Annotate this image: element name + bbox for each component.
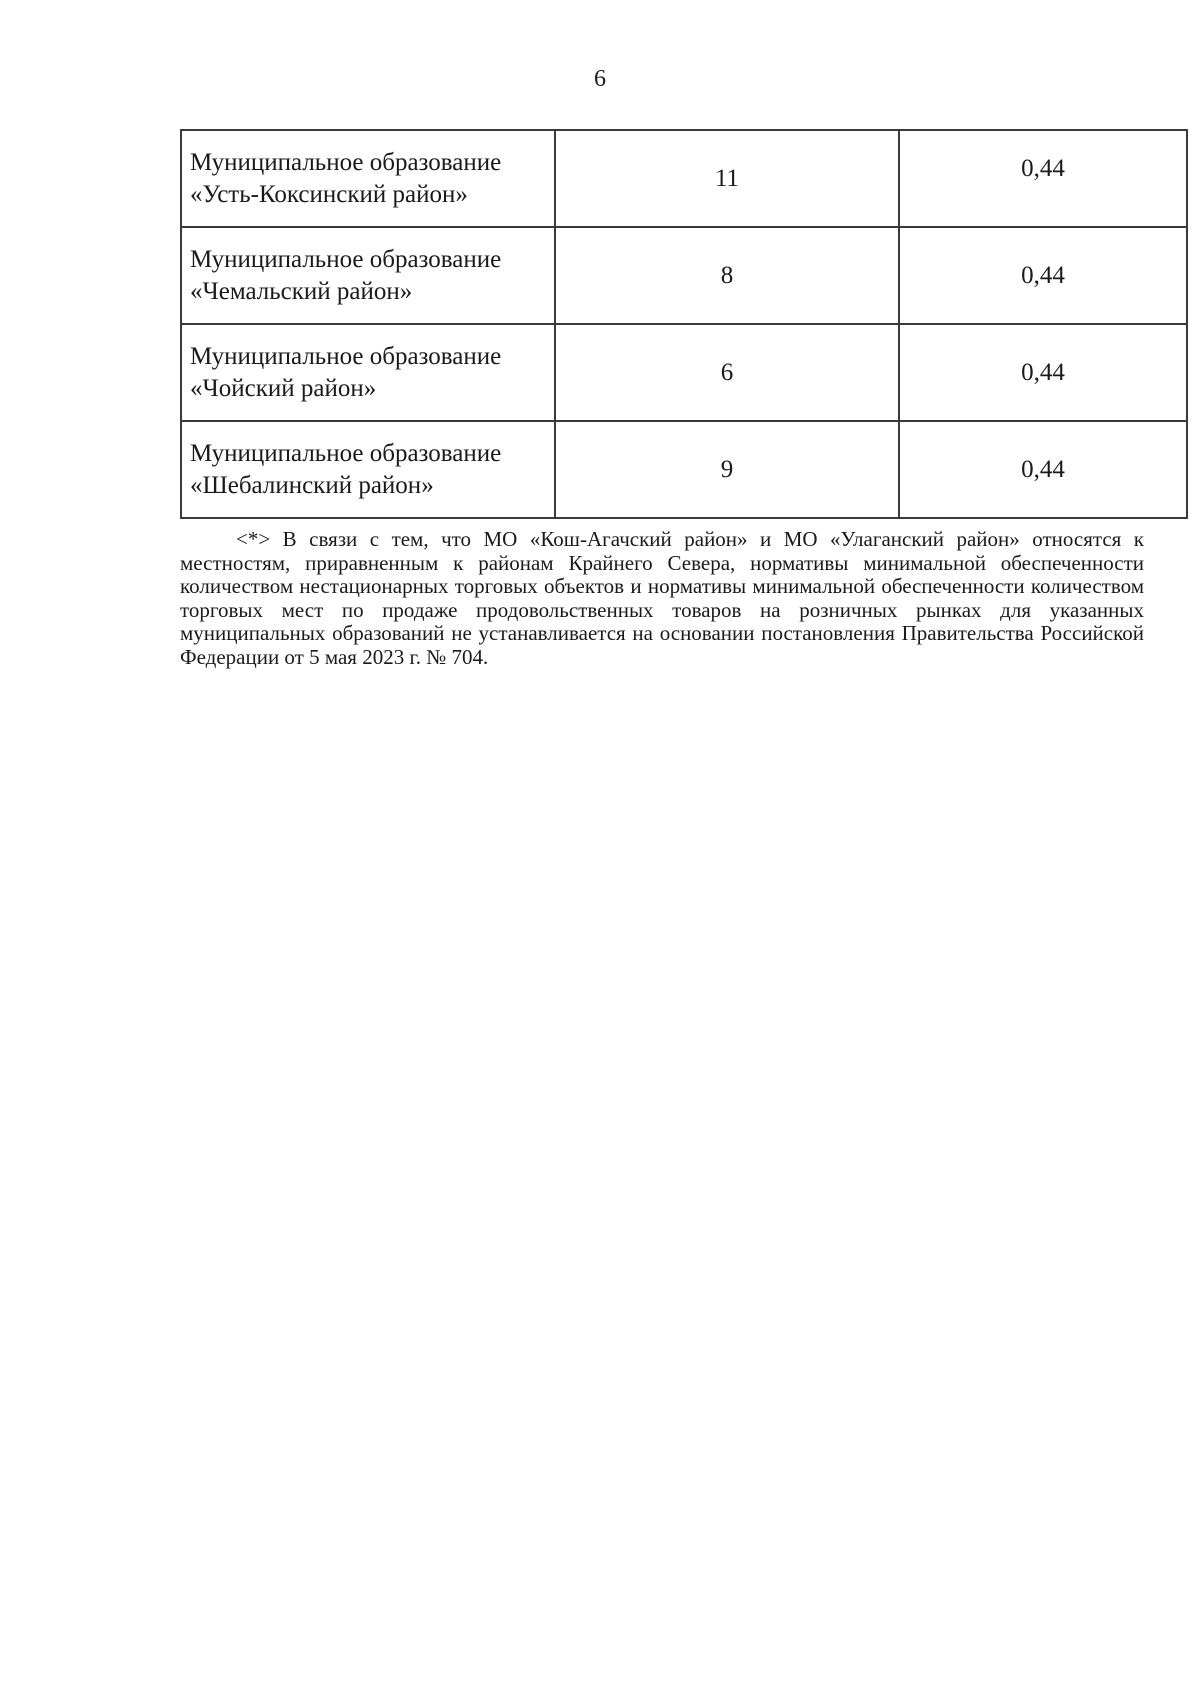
municipality-name: Муниципальное образование «Чойский район» xyxy=(190,342,502,402)
norm-cell xyxy=(899,421,1187,518)
count-value: 6 xyxy=(720,358,734,386)
count-cell xyxy=(555,421,899,518)
norm-cell xyxy=(899,324,1187,421)
norm-value: 0,44 xyxy=(1021,455,1065,483)
norm-value: 0,44 xyxy=(1021,261,1065,289)
municipality-name-cell xyxy=(181,130,555,227)
norm-value: 0,44 xyxy=(1021,358,1065,386)
norm-cell xyxy=(899,130,1187,227)
count-value: 11 xyxy=(714,164,740,192)
table-row xyxy=(181,324,1187,421)
table-row xyxy=(181,421,1187,518)
norm-value: 0,44 xyxy=(1021,154,1065,182)
page-number: 6 xyxy=(594,66,606,92)
count-cell xyxy=(555,227,899,324)
count-cell xyxy=(555,324,899,421)
table-row xyxy=(181,227,1187,324)
norm-cell xyxy=(899,227,1187,324)
municipality-name: Муниципальное образование «Шебалинский район» xyxy=(190,439,502,499)
municipality-name-cell xyxy=(181,324,555,421)
footnote: <*> В связи с тем, что МО «Кош-Агачский район» и МО «Улаганский район» относятся к местностям, приравненным к районам Крайнего Севера, нормативы минимальной обеспеченности количеством нестационарных торговых объектов и нормативы минимальной обеспеченности количеством торговых мест по продаже продовольственных товаров на розничных рынках для указанных муниципальных образований не устанавливается на основании постановления Правительства Российской Федерации от 5 мая 2023 г. № 704. xyxy=(180,527,1144,669)
municipality-name: Муниципальное образование «Чемальский район» xyxy=(190,245,502,305)
count-value: 8 xyxy=(720,261,734,289)
municipal-norms-table xyxy=(180,129,1188,519)
count-value: 9 xyxy=(720,455,734,483)
municipality-name-cell xyxy=(181,421,555,518)
table-row xyxy=(181,130,1187,227)
municipality-name: Муниципальное образование «Усть-Коксинский район» xyxy=(190,148,502,208)
count-cell xyxy=(555,130,899,227)
municipality-name-cell xyxy=(181,227,555,324)
